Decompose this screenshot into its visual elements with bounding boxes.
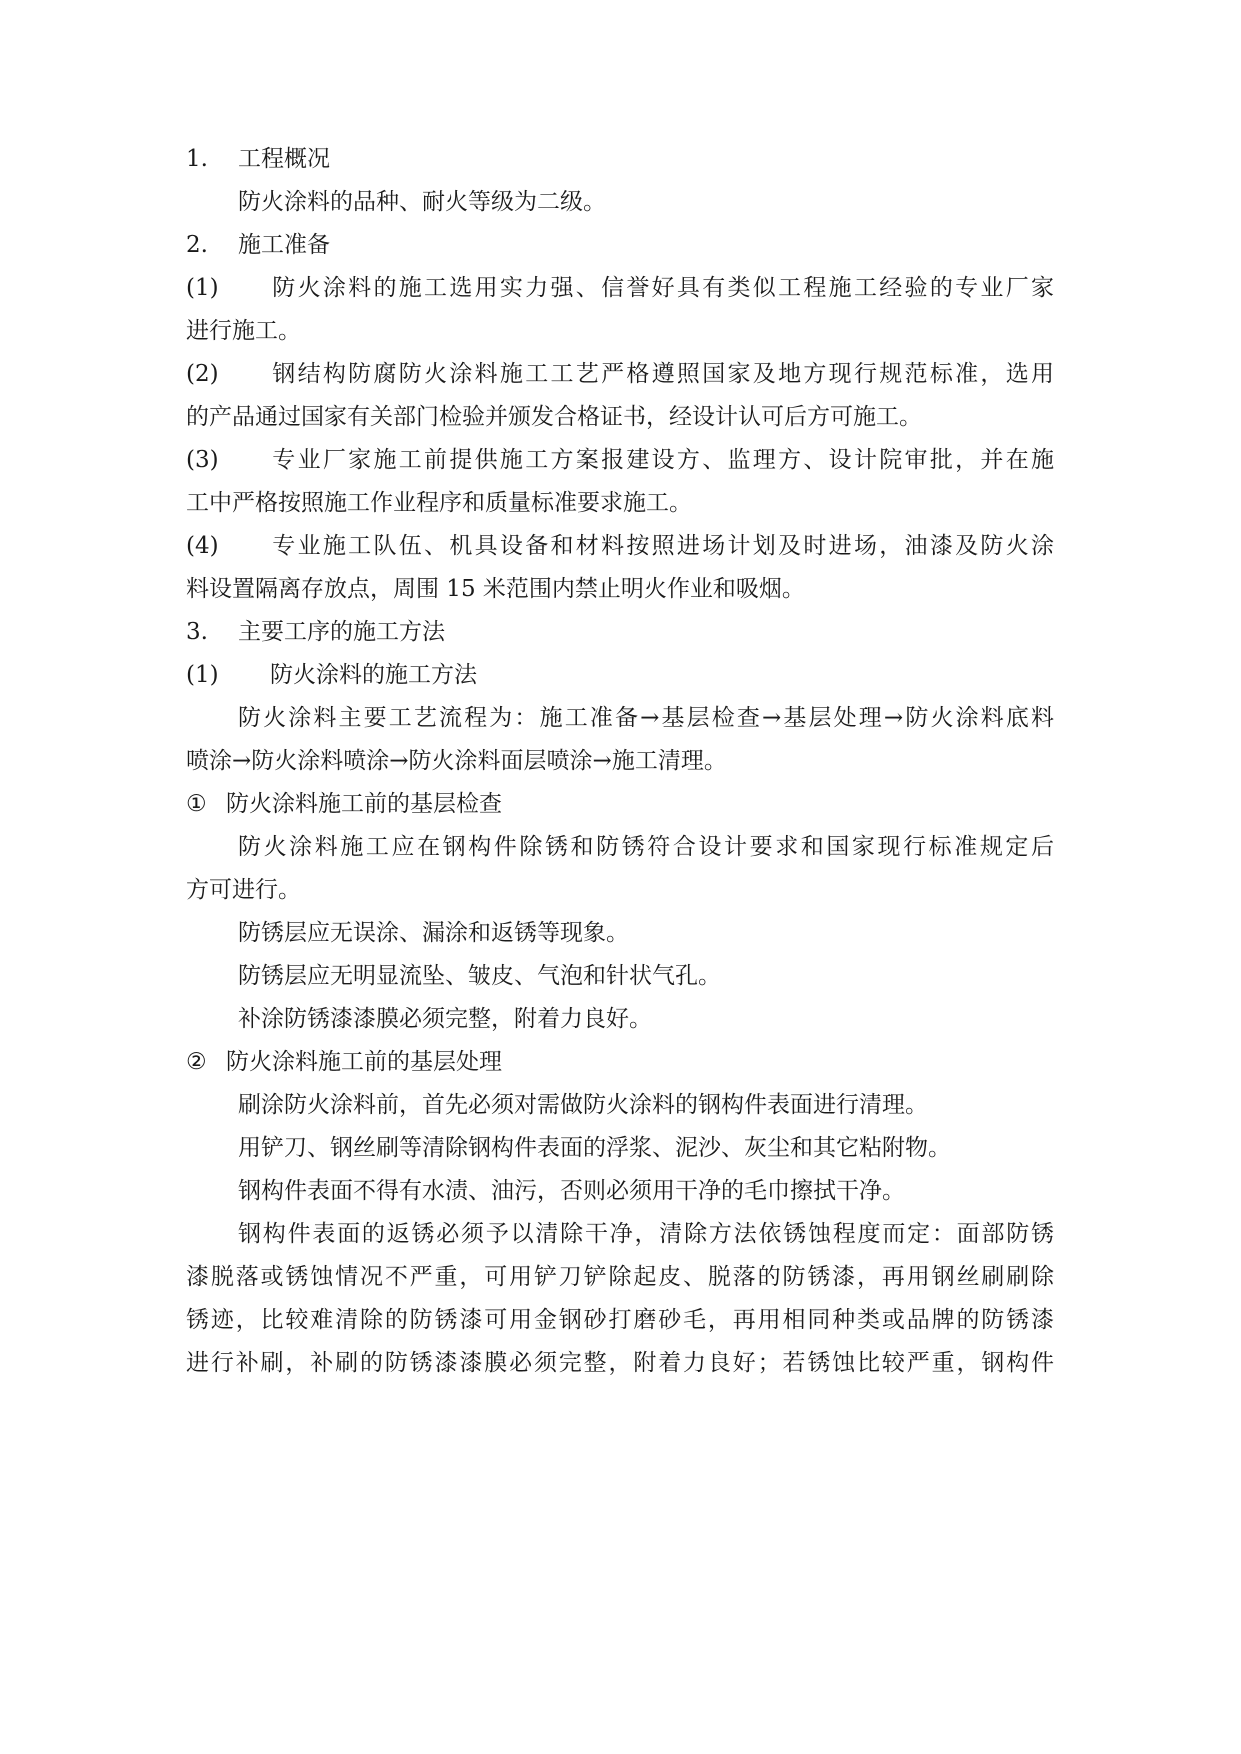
list-item-line (186, 445, 1054, 475)
item-number: (1) (186, 275, 219, 301)
section-heading (186, 230, 330, 260)
paragraph-line: 方可进行。 (186, 877, 301, 903)
section-number: 3. (186, 619, 208, 645)
section-number: 1. (186, 146, 208, 172)
paragraph: 钢构件表面不得有水渍、油污，否则必须用干净的毛巾擦拭干净。 (238, 1178, 905, 1204)
item-text: 钢结构防腐防火涂料施工工艺严格遵照国家及地方现行规范标准，选用 (270, 361, 1054, 387)
item-text: 防火涂料的施工选用实力强、信誉好具有类似工程施工经验的专业厂家 (270, 275, 1054, 301)
step-number: ② (186, 1049, 207, 1075)
step-heading (186, 1047, 502, 1077)
paragraph-line: 防火涂料主要工艺流程为：施工准备→基层检查→基层处理→防火涂料底料 (238, 705, 1054, 731)
step-title: 防火涂料施工前的基层检查 (226, 791, 502, 817)
paragraph: 防锈层应无误涂、漏涂和返锈等现象。 (238, 920, 629, 946)
list-item-line (186, 531, 1054, 561)
paragraph-line: 锈迹，比较难清除的防锈漆可用金钢砂打磨砂毛，再用相同种类或品牌的防锈漆 (186, 1307, 1054, 1333)
paragraph-line: 防火涂料施工应在钢构件除锈和防锈符合设计要求和国家现行标准规定后 (238, 834, 1054, 860)
item-number: (2) (186, 361, 219, 387)
section-title: 施工准备 (238, 232, 330, 258)
section-title: 主要工序的施工方法 (238, 619, 445, 645)
subsection-title: 防火涂料的施工方法 (270, 662, 477, 688)
step-number: ① (186, 791, 207, 817)
list-item-line (186, 359, 1054, 389)
section-number: 2. (186, 232, 208, 258)
item-number: (3) (186, 447, 219, 473)
list-item-line: 进行施工。 (186, 318, 301, 344)
paragraph: 防火涂料的品种、耐火等级为二级。 (238, 189, 606, 215)
paragraph: 刷涂防火涂料前，首先必须对需做防火涂料的钢构件表面进行清理。 (238, 1092, 928, 1118)
step-title: 防火涂料施工前的基层处理 (226, 1049, 502, 1075)
section-title: 工程概况 (238, 146, 330, 172)
item-text: 专业厂家施工前提供施工方案报建设方、监理方、设计院审批，并在施 (270, 447, 1054, 473)
section-heading (186, 144, 330, 174)
paragraph-line: 喷涂→防火涂料喷涂→防火涂料面层喷涂→施工清理。 (186, 748, 727, 774)
list-item-line: 料设置隔离存放点，周围 15 米范围内禁止明火作业和吸烟。 (186, 576, 805, 602)
item-number: (1) (186, 662, 219, 688)
list-item-line: 的产品通过国家有关部门检验并颁发合格证书，经设计认可后方可施工。 (186, 404, 922, 430)
step-heading (186, 789, 502, 819)
item-text: 专业施工队伍、机具设备和材料按照进场计划及时进场，油漆及防火涂 (270, 533, 1054, 559)
section-heading (186, 617, 445, 647)
subsection-heading (186, 660, 477, 690)
paragraph-line: 进行补刷，补刷的防锈漆漆膜必须完整，附着力良好；若锈蚀比较严重，钢构件 (186, 1350, 1054, 1376)
list-item-line: 工中严格按照施工作业程序和质量标准要求施工。 (186, 490, 692, 516)
paragraph-line: 钢构件表面的返锈必须予以清除干净，清除方法依锈蚀程度而定：面部防锈 (238, 1221, 1054, 1247)
paragraph: 防锈层应无明显流坠、皱皮、气泡和针状气孔。 (238, 963, 721, 989)
paragraph: 用铲刀、钢丝刷等清除钢构件表面的浮浆、泥沙、灰尘和其它粘附物。 (238, 1135, 951, 1161)
paragraph: 补涂防锈漆漆膜必须完整，附着力良好。 (238, 1006, 652, 1032)
item-number: (4) (186, 533, 219, 559)
list-item-line (186, 273, 1054, 303)
paragraph-line: 漆脱落或锈蚀情况不严重，可用铲刀铲除起皮、脱落的防锈漆，再用钢丝刷刷除 (186, 1264, 1054, 1290)
